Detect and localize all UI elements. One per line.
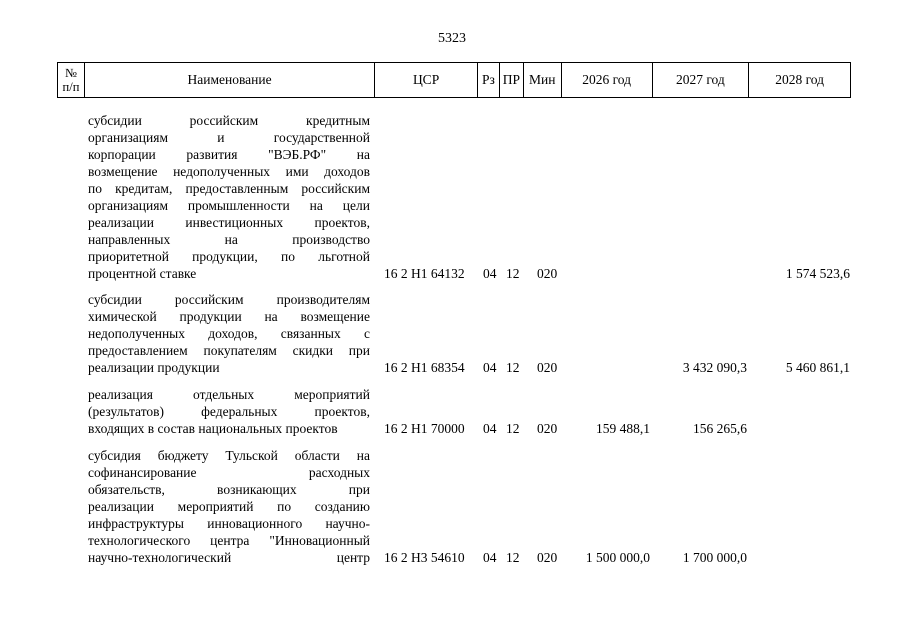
row-csr: 16 2 Н3 54610 (384, 550, 465, 565)
header-rz: Рз (478, 63, 500, 97)
row-min: 020 (537, 266, 558, 281)
row-name-line: инфраструктуры инновационного научно- (88, 516, 370, 531)
row-name-line: реализации инвестиционных проектов, (88, 215, 370, 230)
row-name-line: предоставлением покупателям скидки при (88, 343, 370, 358)
row-name-line: недополученных доходов, связанных с (88, 326, 370, 341)
header-min: Мин (524, 63, 562, 97)
header-csr: ЦСР (375, 63, 478, 97)
row-rz: 04 (483, 550, 497, 565)
row-name-line: входящих в состав национальных проектов (88, 421, 338, 436)
row-name-line: по кредитам, предоставленным российским (88, 181, 370, 196)
row-name-line: химической продукции на возмещение (88, 309, 370, 324)
row-2028: 5 460 861,1 (785, 360, 850, 375)
header-number-abbrev: п/п (62, 80, 80, 94)
row-name-line: приоритетной продукции, по льготной (88, 249, 370, 264)
row-2027: 1 700 000,0 (682, 550, 747, 565)
table-header (57, 62, 851, 98)
header-2026: 2026 год (562, 63, 653, 97)
row-name (88, 386, 370, 437)
row-name-line: организациям промышленности на цели (88, 198, 370, 213)
row-name-line: технологического центра "Инновационный (88, 533, 370, 548)
row-name-line: субсидия бюджету Тульской области на (88, 448, 370, 463)
row-rz: 04 (483, 421, 497, 436)
row-min: 020 (537, 421, 558, 436)
row-name-line: научно-технологический центр (88, 550, 370, 565)
row-name-line: корпорации развития "ВЭБ.РФ" на (88, 147, 370, 162)
row-name-line: реализация отдельных мероприятий (88, 387, 370, 402)
header-2028: 2028 год (775, 72, 825, 87)
row-name-line: (результатов) федеральных проектов, (88, 404, 370, 419)
row-2027: 156 265,6 (693, 421, 747, 436)
row-name-line: организациям и государственной (88, 130, 370, 145)
row-pr: 12 (506, 421, 520, 436)
row-2026: 159 488,1 (596, 421, 650, 436)
row-2027: 3 432 090,3 (682, 360, 747, 375)
row-name-line: процентной ставке (88, 266, 197, 281)
row-name (88, 447, 370, 566)
row-rz: 04 (483, 360, 497, 375)
row-min: 020 (537, 360, 558, 375)
row-name-line: направленных на производство (88, 232, 370, 247)
row-pr: 12 (506, 266, 520, 281)
row-name-line: возмещение недополученных ими доходов (88, 164, 370, 179)
header-number (58, 63, 85, 97)
row-name-line: субсидии российским кредитным (88, 113, 370, 128)
row-name-line: обязательств, возникающих при (88, 482, 370, 497)
row-2026: 1 500 000,0 (585, 550, 650, 565)
header-pr: ПР (500, 63, 524, 97)
row-2028: 1 574 523,6 (785, 266, 850, 281)
row-pr: 12 (506, 360, 520, 375)
row-csr: 16 2 Н1 64132 (384, 266, 465, 281)
row-rz: 04 (483, 266, 497, 281)
header-name: Наименование (85, 63, 375, 97)
row-name (88, 291, 370, 376)
row-name-line: субсидии российским производителям (88, 292, 370, 307)
row-pr: 12 (506, 550, 520, 565)
header-2027: 2027 год (653, 63, 750, 97)
header-number-sign: № (64, 66, 77, 80)
row-csr: 16 2 Н1 70000 (384, 421, 465, 436)
row-min: 020 (537, 550, 558, 565)
row-csr: 16 2 Н1 68354 (384, 360, 465, 375)
row-name-line: софинансирование расходных (88, 465, 370, 480)
row-name-line: реализации продукции (88, 360, 220, 375)
row-name (88, 112, 370, 282)
page-number: 5323 (438, 31, 466, 46)
row-name-line: реализации мероприятий по созданию (88, 499, 370, 514)
